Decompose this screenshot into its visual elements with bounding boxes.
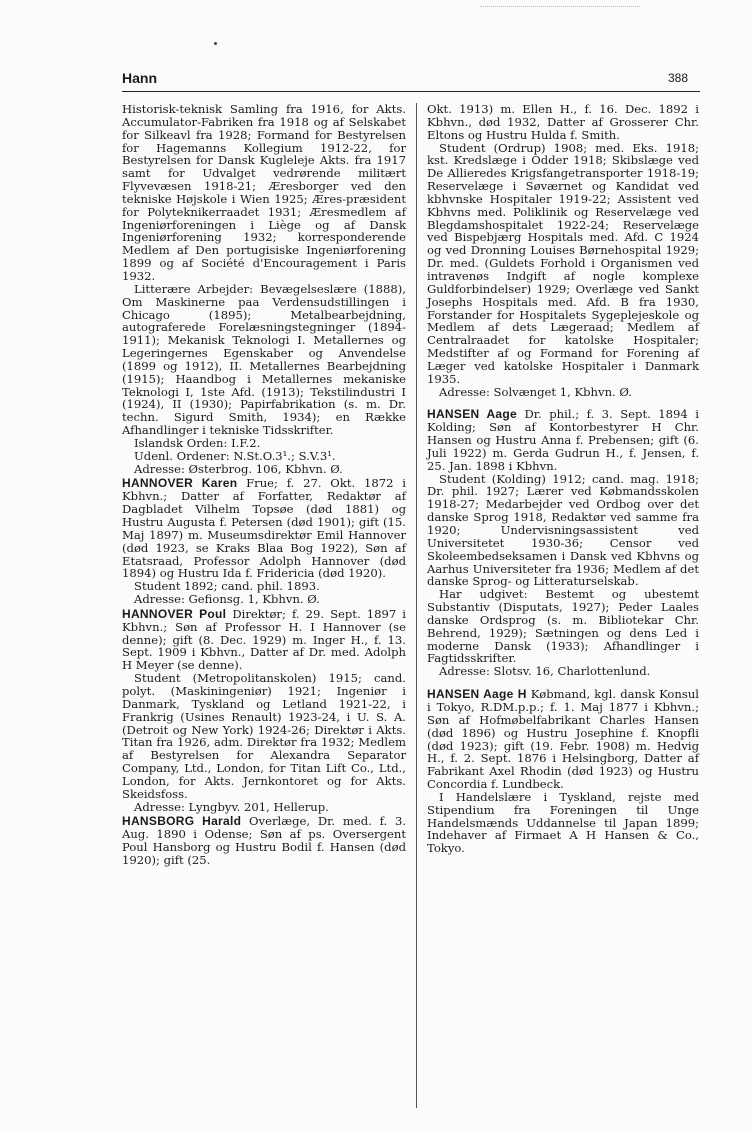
right-column (427, 103, 699, 855)
address-line: Adresse: Østerbrog. 106, Kbhvn. Ø. (134, 461, 343, 476)
paragraph: I Handelslære i Tyskland, rejste med Stipendium fra Foreningen til Unge Handelsmænds Uddannelse til Japan 1899; Indehaver af Firmaet A H Hansen & Co., Tokyo. (427, 789, 699, 856)
address-line: Adresse: Lyngbyv. 201, Hellerup. (134, 799, 329, 814)
entry-text: Købmand, kgl. dansk Konsul i Tokyo, R.DM.p.p.; f. 1. Maj 1877 i Kbhvn.; Søn af Hofmøbelfabrikant Charles Hansen (død 1896) og Hustru Josephine f. Knopfli (død 1923); gift (19. Febr. 1908) m. Hedvig H., f. 2. Sept. 1876 i Helsingborg, Datter af Fabrikant Axel Rhodin (død 1923) og Hustru Concordia f. Lundbeck. (427, 687, 699, 792)
paragraph: Student (Kolding) 1912; cand. mag. 1918; Dr. phil. 1927; Lærer ved Købmandsskolen 1918-27; Medarbejder ved Ordbog over det danske Sprog 1918, Redaktør ved samme fra 1920; Undervisningsassistent ved Universitetet 1930-36; Censor ved Skoleembedseksamen i Dansk ved Kbhvns og Aarhus Universiteter fra 1936; Medlem af det danske Sprog- og Litteraturselskab. (427, 471, 699, 589)
running-head: Hann (122, 70, 157, 86)
entry-text: Overlæge, Dr. med. f. 3. Aug. 1890 i Odense; Søn af ps. Oversergent Poul Hansborg og Hustru Bodil f. Hansen (død 1920); gift (25. (122, 814, 407, 867)
paragraph: Student 1892; cand. phil. 1893. (134, 579, 320, 594)
biography-entry (427, 688, 699, 791)
paragraph: Litterære Arbejder: Bevægelseslære (1888), Om Maskinerne paa Verdensudstillingen i Chicago (1895); Metalbearbejdning, autograferede Forelæsningstegninger (1894-1911); Mekanisk Teknologi I. Metallernes og Legeringernes Egenskaber og Anvendelse (1899 og 1912), II. Metallernes Bearbejdning (1915); Haandbog i Metallernes mekaniske Teknologi I, 1ste Afd. (1913); Tekstilindustri I (1924), II (1930); Papirfabrikation (s. m. Dr. techn. Sigurd Smith, 1934); en Række Afhandlinger i tekniske Tidsskrifter. (122, 281, 406, 438)
paragraph: Har udgivet: Bestemt og ubestemt Substantiv (Disputats, 1927); Peder Laales danske Ordsprog (s. m. Bibliotekar Chr. Behrend, 1929); Sætningen og dens Led i moderne Dansk (1933); Afhandlinger i Fagtidsskrifter. (427, 587, 699, 666)
biography-entry (427, 408, 699, 472)
header-rule (122, 91, 700, 92)
paragraph: Student (Ordrup) 1908; med. Eks. 1918; kst. Kredslæge i Odder 1918; Skibslæge ved De Allieredes Krigsfangetransporter 1918-19; Reservelæge i Søværnet og Kandidat ved kbhvnske Hospitaler 1919-22; Assistent ved Kbhvns med. Poliklinik og Reservelæge ved Blegdamshospitalet 1922-24; Reservelæge ved Bispebjærg Hospitals med. Afd. C 1924 og ved Dronning Louises Børnehospital 1929; Dr. med. (Guldets Forhold i Organismen ved intravenøs Indgift af nogle komplexe Guldforbindelser) 1929; Overlæge ved Sankt Josephs Hospitals med. Afd. B fra 1930, Forstander for Hospitalets Sygeplejeskole og Medlem af dets Lægeraad; Medlem af Centralraadet for katolske Hospitaler; Medstifter af og Formand for Forening af Læger ved katolske Hospitaler i Danmark 1935. (427, 140, 699, 386)
address-line: Adresse: Solvænget 1, Kbhvn. Ø. (439, 384, 632, 399)
address-line: Adresse: Gefionsg. 1, Kbhvn. Ø. (134, 592, 320, 607)
left-column (122, 103, 406, 867)
address-line: Adresse: Slotsv. 16, Charlottenlund. (439, 664, 651, 679)
scan-edge-line (480, 6, 640, 7)
entry-name: HANSEN Aage H (427, 687, 527, 702)
paragraph: Student (Metropolitanskolen) 1915; cand. polyt. (Maskiningeniør) 1921; Ingeniør i Danmark, Tyskland og Letland 1921-22, i Frankrig (Usines Renault) 1923-24, i U. S. A. (Detroit og New York) 1924-26; Direktør i Akts. Titan fra 1926, adm. Direktør fra 1932; Medlem af Bestyrelsen for Alexandra Separator Company, Ltd., London, for Titan Lift Co., Ltd., London, for Akts. Jernkontoret og for Akts. Skeidsfoss. (122, 671, 406, 801)
column-divider (416, 103, 417, 1108)
entry-name: HANSBORG Harald (122, 814, 242, 829)
paragraph: Okt. 1913) m. Ellen H., f. 16. Dec. 1892 i Kbhvn., død 1932, Datter af Grosserer Chr. Eltons og Hustru Hulda f. Smith. (427, 102, 699, 142)
entry-name: HANSEN Aage (427, 407, 518, 422)
biography-entry (122, 815, 406, 866)
paragraph: Historisk-teknisk Samling fra 1916, for Akts. Accumulator-Fabriken fra 1918 og af Selskabet for Silkeavl fra 1928; Formand for Bestyrelsen for Hagemanns Kollegium 1912-22, for Bestyrelsen for Dansk Kugleleje Akts. fra 1917 samt for Udvalget vedrørende militært Flyvevæsen 1918-21; Æresborger ved den tekniske Højskole i Wien 1925; Æres-præsident for Polyteknikerraadet 1931; Æresmedlem af Ingeniørforeningen i Liège og af Dansk Ingeniørforening 1932; korresponderende Medlem af Den portugisiske Ingeniørforening 1899 og af Société d'Encouragement i Paris 1932. (122, 102, 406, 283)
entry-name: HANNOVER Karen (122, 476, 238, 491)
biography-entry (122, 608, 406, 672)
paragraph: Islandsk Orden: I.F.2. (134, 435, 261, 450)
entry-text: Frue; f. 27. Okt. 1872 i Kbhvn.; Datter af Forfatter, Redaktør af Dagbladet Vilhelm Topsøe (død 1881) og Hustru Augusta f. Petersen (død 1901); gift (15. Maj 1897) m. Museumsdirektør Emil Hannover (død 1923, se Kraks Blaa Bog 1922), Søn af Etatsraad, Professor Adolph Hannover (død 1894) og Hustru Ida f. Fridericia (død 1920). (122, 476, 406, 581)
entry-text: Dr. phil.; f. 3. Sept. 1894 i Kolding; Søn af Kontorbestyrer H Chr. Hansen og Hustru Anna f. Prebensen; gift (6. Juli 1922) m. Gerda Gudrun H., f. Jensen, f. 25. Jan. 1898 i Kbhvn. (427, 407, 699, 473)
entry-name: HANNOVER Poul (122, 606, 227, 621)
scan-speck (214, 42, 217, 45)
entry-text: Direktør; f. 29. Sept. 1897 i Kbhvn.; Søn af Professor H. I Hannover (se denne); gift (8. Dec. 1929) m. Inger H., f. 13. Sept. 1909 i Kbhvn., Datter af Dr. med. Adolph H Meyer (se denne). (122, 606, 407, 673)
biography-entry (122, 477, 406, 580)
page-number: 388 (667, 71, 688, 85)
page-header (122, 68, 700, 90)
paragraph: Udenl. Ordener: N.St.O.3¹.; S.V.3¹. (134, 448, 336, 463)
